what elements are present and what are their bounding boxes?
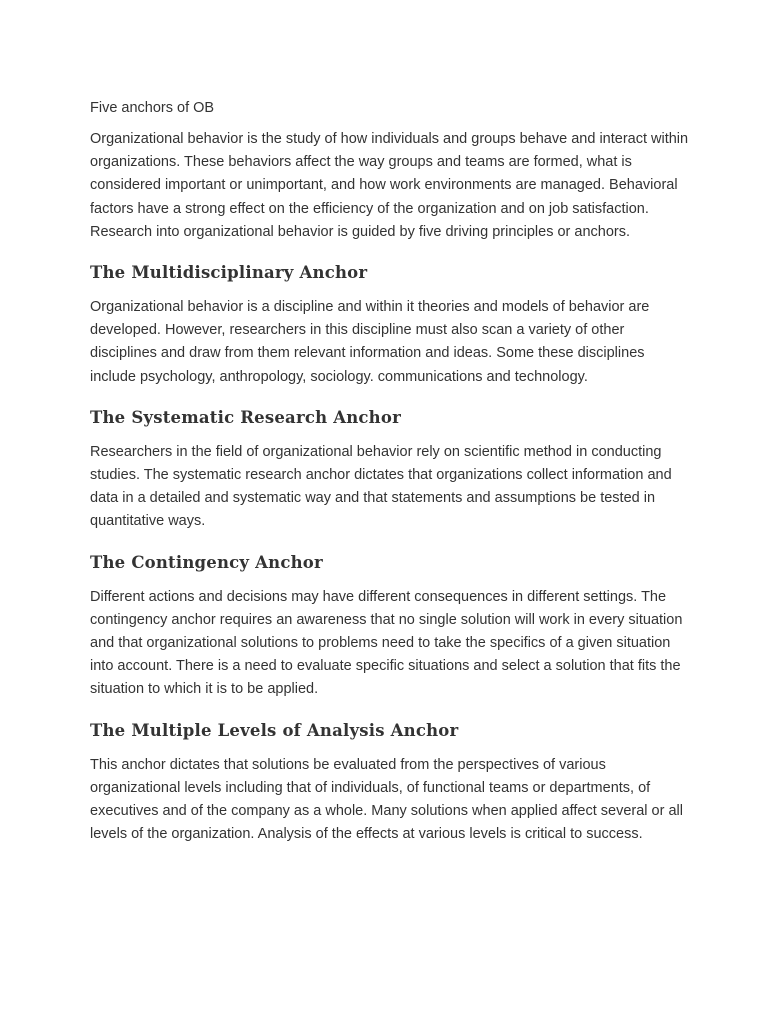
- section-heading: The Contingency Anchor: [90, 552, 323, 572]
- intro-paragraph: Organizational behavior is the study of how individuals and groups behave and interact within organizations. These behaviors affect the way groups and teams are formed, what is considered important or unimportant, and how work environments are managed. Behavioral factors have a strong effect on the efficiency of the organization and on job satisfaction. Research into organizational behavior is guided by five driving principles or anchors.: [90, 131, 689, 240]
- document-page: [90, 97, 690, 846]
- section-heading: The Multidisciplinary Anchor: [90, 263, 368, 283]
- section-body: Organizational behavior is a discipline and within it theories and models of behavior are developed. However, researchers in this discipline must also scan a variety of other disciplines and draw from them relevant information and ideas. Some these disciplines include psychology, anthropology, sociology. communications and technology.: [90, 299, 650, 385]
- section-systematic-research: [90, 406, 690, 534]
- section-heading: The Multiple Levels of Analysis Anchor: [90, 720, 459, 740]
- section-multiple-levels: [90, 719, 690, 847]
- section-body: This anchor dictates that solutions be evaluated from the perspectives of various organizational levels including that of individuals, of functional teams or departments, of executives and of the company as a whole. Many solutions when applied affect several or all levels of the organization. Analysis of the effects at various levels is critical to success.: [90, 756, 683, 843]
- section-heading: The Systematic Research Anchor: [90, 407, 401, 427]
- section-contingency: [90, 551, 690, 702]
- document-title: Five anchors of OB: [90, 100, 215, 116]
- section-multidisciplinary: [90, 261, 690, 389]
- section-body: Researchers in the field of organizational behavior rely on scientific method in conducting studies. The systematic research anchor dictates that organizations collect information and data in a detailed and systematic way and that statements and assumptions be tested in quantitative ways.: [90, 443, 672, 530]
- section-body: Different actions and decisions may have different consequences in different settings. The contingency anchor requires an awareness that no single solution will work in every situation and that organizational solutions to problems need to take the specifics of a given situation into account. There is a need to evaluate specific situations and select a solution that fits the situation to which it is to be applied.: [90, 588, 683, 698]
